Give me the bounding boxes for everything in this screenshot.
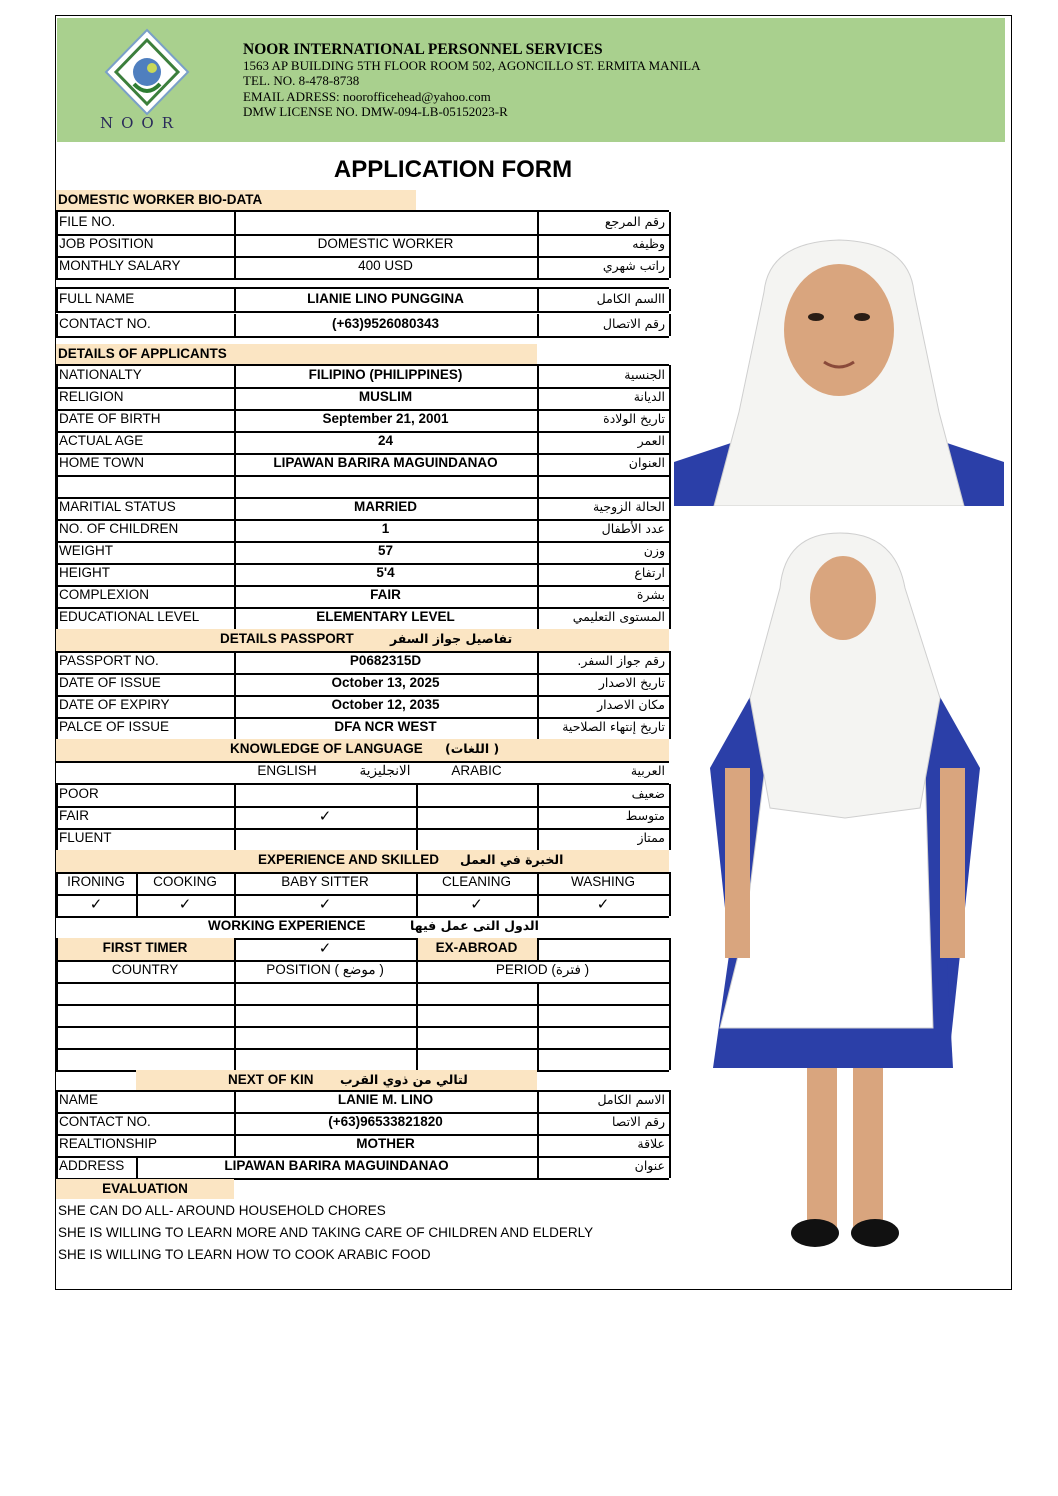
skill-name: WASHING xyxy=(571,874,635,889)
grid-line xyxy=(56,872,58,894)
row-value xyxy=(234,212,537,234)
row-label: COMPLEXION xyxy=(59,587,150,602)
company-email: EMAIL ADRESS: noorofficehead@yahoo.com xyxy=(243,88,491,104)
row-label: MONTHLY SALARY xyxy=(59,258,181,273)
grid-line xyxy=(234,828,236,850)
row-label: NATIONALTY xyxy=(59,367,142,382)
row-value: FAIR xyxy=(370,587,401,602)
grid-line xyxy=(537,938,539,960)
grid-line xyxy=(234,234,236,256)
grid-line xyxy=(537,289,539,311)
grid-line xyxy=(234,1048,236,1070)
grid-line xyxy=(136,894,138,916)
grid-line xyxy=(669,497,671,519)
grid-line xyxy=(669,234,671,256)
grid-line xyxy=(416,806,418,828)
grid-line xyxy=(669,784,671,806)
row-label-arabic: االسم الكامل xyxy=(596,291,665,306)
grid-line xyxy=(56,519,58,541)
row-value: 1 xyxy=(381,521,390,536)
grid-line xyxy=(234,695,236,717)
row-label-arabic: الاسم الكامل xyxy=(597,1092,665,1107)
row-value: DOMESTIC WORKER xyxy=(317,236,454,251)
grid-line xyxy=(136,872,138,894)
row-label-arabic: تاريخ الاصدار xyxy=(598,675,665,690)
grid-line xyxy=(234,541,236,563)
grid-line xyxy=(416,1026,418,1048)
grid-line xyxy=(234,1090,236,1112)
row-value: (+63)96533821820 xyxy=(328,1114,443,1129)
grid-line xyxy=(537,1156,539,1178)
grid-line xyxy=(56,982,58,1004)
section-passport-arabic: تفاصيل جواز السفر xyxy=(390,631,513,646)
grid-line xyxy=(669,607,671,629)
first-timer-label: FIRST TIMER xyxy=(102,940,188,955)
logo-wordmark: NOOR xyxy=(100,114,182,132)
skill-name: CLEANING xyxy=(441,874,512,889)
grid-line xyxy=(416,784,418,806)
row-label-arabic: وظيفه xyxy=(632,236,665,251)
grid-line xyxy=(537,314,539,336)
row-value: 24 xyxy=(377,433,394,448)
grid-line xyxy=(537,828,539,850)
evaluation-line: SHE IS WILLING TO LEARN HOW TO COOK ARABIC FOOD xyxy=(58,1247,431,1262)
grid-line xyxy=(56,311,669,313)
grid-line xyxy=(234,212,236,234)
row-label-arabic: عدد الأطفال xyxy=(601,521,665,536)
grid-line xyxy=(56,651,58,673)
language-english-arabic-header: الانجليزية xyxy=(359,763,411,778)
grid-line xyxy=(669,872,671,894)
grid-line xyxy=(56,673,58,695)
skill-name: COOKING xyxy=(153,874,217,889)
grid-line xyxy=(669,453,671,475)
grid-line xyxy=(669,806,671,828)
grid-line xyxy=(234,497,236,519)
grid-line xyxy=(56,1004,58,1026)
row-label-arabic: مكان الاصدار xyxy=(597,697,665,712)
grid-line xyxy=(669,519,671,541)
row-label: NAME xyxy=(59,1092,99,1107)
grid-line xyxy=(416,894,418,916)
grid-line xyxy=(669,585,671,607)
language-level-label: FAIR xyxy=(59,808,90,823)
grid-line xyxy=(234,938,236,960)
grid-line xyxy=(537,607,539,629)
row-label-arabic: تاريخ الولادة xyxy=(603,411,665,426)
row-label: WEIGHT xyxy=(59,543,113,558)
grid-line xyxy=(416,872,418,894)
row-value: September 21, 2001 xyxy=(322,411,449,426)
grid-line xyxy=(234,806,236,828)
row-label-arabic: وزن xyxy=(643,543,665,558)
row-label-arabic: المستوى التعليمي xyxy=(572,609,665,624)
grid-line xyxy=(234,651,236,673)
grid-line xyxy=(537,784,539,806)
row-label-arabic: رقم المرجع xyxy=(604,214,665,229)
section-kin: NEXT OF KIN xyxy=(228,1072,314,1087)
skill-check: ✓ xyxy=(470,895,483,913)
grid-line xyxy=(56,982,669,984)
grid-line xyxy=(669,960,671,982)
grid-line xyxy=(234,960,236,982)
row-label-arabic: رقم جواز السفر. xyxy=(577,653,665,668)
skill-check: ✓ xyxy=(318,895,332,913)
grid-line xyxy=(669,1112,671,1134)
row-value: 400 USD xyxy=(358,258,413,273)
grid-line xyxy=(537,651,539,673)
row-value: LIANIE LINO PUNGGINA xyxy=(307,291,464,306)
skill-check: ✓ xyxy=(178,895,192,913)
company-tel: TEL. NO. 8-478-8738 xyxy=(243,73,360,88)
grid-line xyxy=(669,982,671,1004)
section-experience-arabic: الخبرة في العمل xyxy=(460,852,564,867)
grid-line xyxy=(56,1112,58,1134)
skill-check: ✓ xyxy=(89,895,103,913)
grid-line xyxy=(56,234,58,256)
grid-line xyxy=(234,717,236,739)
row-label-arabic: ارتفاع xyxy=(634,565,665,580)
company-address: 1563 AP BUILDING 5TH FLOOR ROOM 502, AGONCILLO ST. ERMITA MANILA xyxy=(243,57,701,73)
grid-line xyxy=(537,212,539,234)
grid-line xyxy=(669,1156,671,1178)
grid-line xyxy=(669,212,671,234)
section-band xyxy=(56,629,669,651)
language-level-arabic: ممتاز xyxy=(637,830,665,845)
grid-line xyxy=(537,541,539,563)
grid-line xyxy=(537,717,539,739)
grid-line xyxy=(416,1048,418,1070)
row-label-arabic: راتب شهري xyxy=(602,258,665,273)
row-label: PALCE OF ISSUE xyxy=(59,719,170,734)
grid-line xyxy=(234,289,236,311)
grid-line xyxy=(669,894,671,916)
row-value xyxy=(234,475,537,497)
row-label: CONTACT NO. xyxy=(59,1114,151,1129)
row-label: MARITIAL STATUS xyxy=(59,499,176,514)
grid-line xyxy=(56,806,58,828)
grid-line xyxy=(669,1026,671,1048)
row-label: HOME TOWN xyxy=(59,455,145,470)
row-label: HEIGHT xyxy=(59,565,111,580)
grid-line xyxy=(669,563,671,585)
grid-line xyxy=(537,673,539,695)
row-label: CONTACT NO. xyxy=(59,316,151,331)
grid-line xyxy=(234,1112,236,1134)
company-info xyxy=(243,42,701,120)
grid-line xyxy=(56,387,58,409)
grid-line xyxy=(537,585,539,607)
grid-line xyxy=(669,717,671,739)
grid-line xyxy=(669,289,671,311)
grid-line xyxy=(669,938,671,960)
grid-line xyxy=(56,409,58,431)
row-label: DATE OF BIRTH xyxy=(59,411,161,426)
grid-line xyxy=(416,960,418,982)
row-value: LIPAWAN BARIRA MAGUINDANAO xyxy=(273,455,498,470)
grid-line xyxy=(56,365,58,387)
grid-line xyxy=(537,409,539,431)
row-label: ACTUAL AGE xyxy=(59,433,144,448)
section-language: KNOWLEDGE OF LANGUAGE xyxy=(230,741,423,756)
row-value: 57 xyxy=(377,543,394,558)
grid-line xyxy=(537,365,539,387)
section-experience: EXPERIENCE AND SKILLED xyxy=(258,852,440,867)
grid-line xyxy=(537,806,539,828)
row-label-arabic: رقم الاتصا xyxy=(611,1114,665,1129)
page-title: APPLICATION FORM xyxy=(333,156,573,183)
row-label-arabic xyxy=(537,475,669,497)
grid-line xyxy=(537,234,539,256)
grid-line xyxy=(669,409,671,431)
section-evaluation: EVALUATION xyxy=(102,1181,188,1196)
grid-line xyxy=(537,1112,539,1134)
grid-line xyxy=(56,1048,58,1070)
grid-line xyxy=(56,607,58,629)
grid-line xyxy=(234,453,236,475)
grid-line xyxy=(537,475,539,497)
row-label: FILE NO. xyxy=(59,214,116,229)
section-details: DETAILS OF APPLICANTS xyxy=(58,346,227,361)
row-label-arabic: العمر xyxy=(637,433,665,448)
grid-line xyxy=(234,872,236,894)
evaluation-line: SHE IS WILLING TO LEARN MORE AND TAKING CARE OF CHILDREN AND ELDERLY xyxy=(58,1225,594,1240)
grid-line xyxy=(669,1090,671,1112)
grid-line xyxy=(537,519,539,541)
section-passport: DETAILS PASSPORT xyxy=(220,631,354,646)
language-arabic-header: ARABIC xyxy=(451,763,502,778)
row-value: October 13, 2025 xyxy=(331,675,440,690)
grid-line xyxy=(416,982,418,1004)
grid-line xyxy=(537,256,539,278)
grid-line xyxy=(56,431,58,453)
grid-line xyxy=(234,673,236,695)
company-name: NOOR INTERNATIONAL PERSONNEL SERVICES xyxy=(243,41,603,58)
grid-line xyxy=(56,497,58,519)
row-label-arabic: تاريخ إنتهاء الصلاحية xyxy=(562,719,665,734)
row-label: PASSPORT NO. xyxy=(59,653,159,668)
grid-line xyxy=(537,497,539,519)
grid-line xyxy=(537,1134,539,1156)
grid-line xyxy=(56,1090,58,1112)
grid-line xyxy=(669,365,671,387)
row-value: 5'4 xyxy=(376,565,395,580)
row-value: LANIE M. LINO xyxy=(337,1092,434,1107)
grid-line xyxy=(56,828,58,850)
grid-line xyxy=(234,1004,236,1026)
section-working-arabic: الدول التى عمل فيها xyxy=(410,918,539,933)
language-level-label: FLUENT xyxy=(59,830,112,845)
work-position-header: POSITION ( موضع ) xyxy=(266,962,384,977)
grid-line xyxy=(56,717,58,739)
language-level-arabic: متوسط xyxy=(625,808,665,823)
grid-line xyxy=(669,387,671,409)
grid-line xyxy=(537,872,539,894)
grid-line xyxy=(537,1026,539,1048)
work-period-header: PERIOD (فترة ) xyxy=(495,962,590,977)
language-level-label: POOR xyxy=(59,786,99,801)
grid-line xyxy=(56,453,58,475)
grid-line xyxy=(56,336,669,338)
grid-line xyxy=(234,314,236,336)
grid-line xyxy=(56,278,669,280)
grid-line xyxy=(56,256,58,278)
grid-line xyxy=(669,256,671,278)
grid-line xyxy=(56,1134,58,1156)
grid-line xyxy=(234,982,236,1004)
grid-line xyxy=(234,607,236,629)
grid-line xyxy=(669,541,671,563)
applicant-fullbody-photo xyxy=(695,528,995,1258)
grid-line xyxy=(56,894,58,916)
grid-line xyxy=(56,563,58,585)
grid-line xyxy=(56,1026,58,1048)
grid-line xyxy=(234,387,236,409)
grid-line xyxy=(416,828,418,850)
row-label: ADDRESS xyxy=(59,1158,125,1173)
grid-line xyxy=(234,519,236,541)
section-biodata: DOMESTIC WORKER BIO-DATA xyxy=(58,192,263,207)
row-label-arabic: العنوان xyxy=(628,455,665,470)
row-value: (+63)9526080343 xyxy=(332,316,439,331)
language-level-arabic: ضعيف xyxy=(631,786,665,801)
grid-line xyxy=(234,784,236,806)
grid-line xyxy=(537,894,539,916)
grid-line xyxy=(537,453,539,475)
row-value: LIPAWAN BARIRA MAGUINDANAO xyxy=(224,1158,449,1173)
row-label: JOB POSITION xyxy=(59,236,154,251)
grid-line xyxy=(136,1156,138,1178)
evaluation-line: SHE CAN DO ALL- AROUND HOUSEHOLD CHORES xyxy=(58,1203,386,1218)
grid-line xyxy=(56,1048,669,1050)
row-label: RELIGION xyxy=(59,389,124,404)
grid-line xyxy=(537,695,539,717)
grid-line xyxy=(537,563,539,585)
section-language-arabic: ( اللغات) xyxy=(445,741,500,756)
grid-line xyxy=(56,1004,669,1006)
grid-line xyxy=(669,475,671,497)
row-label-arabic: الجنسية xyxy=(624,367,665,382)
skill-check: ✓ xyxy=(596,895,610,913)
grid-line xyxy=(537,431,539,453)
row-value: P0682315D xyxy=(349,653,422,668)
grid-line xyxy=(234,431,236,453)
grid-line xyxy=(56,212,58,234)
language-arabic-arabic-header: العربية xyxy=(630,763,665,778)
grid-line xyxy=(56,938,58,960)
row-value: FILIPINO (PHILIPPINES) xyxy=(308,367,463,382)
row-value: ELEMENTARY LEVEL xyxy=(316,609,455,624)
row-value: MARRIED xyxy=(354,499,417,514)
row-label: DATE OF EXPIRY xyxy=(59,697,170,712)
row-value: MUSLIM xyxy=(358,389,413,404)
row-label-arabic: الديانة xyxy=(633,389,665,404)
grid-line xyxy=(234,365,236,387)
row-label-arabic: رقم الاتصال xyxy=(602,316,665,331)
grid-line xyxy=(56,1156,58,1178)
skill-name: BABY SITTER xyxy=(281,874,369,889)
grid-line xyxy=(56,784,58,806)
grid-line xyxy=(669,314,671,336)
grid-line xyxy=(234,1026,236,1048)
grid-line xyxy=(416,1004,418,1026)
row-label-arabic: بشرة xyxy=(636,587,665,602)
row-value: October 12, 2035 xyxy=(331,697,440,712)
grid-line xyxy=(669,431,671,453)
grid-line xyxy=(537,1090,539,1112)
applicant-headshot-photo xyxy=(674,212,1004,506)
row-label: REALTIONSHIP xyxy=(59,1136,158,1151)
row-label: EDUCATIONAL LEVEL xyxy=(59,609,200,624)
grid-line xyxy=(234,585,236,607)
row-value: MOTHER xyxy=(356,1136,415,1151)
grid-line xyxy=(537,387,539,409)
row-label-arabic: علاقة xyxy=(637,1136,665,1151)
grid-line xyxy=(56,695,58,717)
row-label: DATE OF ISSUE xyxy=(59,675,161,690)
first-timer-check: ✓ xyxy=(318,939,332,957)
section-working: WORKING EXPERIENCE xyxy=(208,918,366,933)
grid-line xyxy=(416,938,418,960)
grid-line xyxy=(669,1004,671,1026)
grid-line xyxy=(669,828,671,850)
row-label-arabic: الحالة الزوجية xyxy=(592,499,665,514)
grid-line xyxy=(669,695,671,717)
grid-line xyxy=(234,563,236,585)
row-label xyxy=(56,475,234,497)
grid-line xyxy=(537,1004,539,1026)
grid-line xyxy=(234,1134,236,1156)
row-label: FULL NAME xyxy=(59,291,135,306)
grid-line xyxy=(56,541,58,563)
grid-line xyxy=(537,982,539,1004)
ex-abroad-label: EX-ABROAD xyxy=(435,940,518,955)
work-country-header: COUNTRY xyxy=(111,962,179,977)
grid-line xyxy=(537,1048,539,1070)
grid-line xyxy=(56,960,58,982)
grid-line xyxy=(669,1134,671,1156)
grid-line xyxy=(234,475,236,497)
grid-line xyxy=(669,1048,671,1070)
grid-line xyxy=(56,314,58,336)
row-label-arabic: عنوان xyxy=(634,1158,665,1173)
section-band xyxy=(136,1070,537,1090)
grid-line xyxy=(669,673,671,695)
language-english-header: ENGLISH xyxy=(257,763,317,778)
row-value: DFA NCR WEST xyxy=(334,719,437,734)
grid-line xyxy=(56,289,58,311)
company-license: DMW LICENSE NO. DMW-094-LB-05152023-R xyxy=(243,104,508,119)
grid-line xyxy=(234,409,236,431)
grid-line xyxy=(234,256,236,278)
grid-line xyxy=(669,651,671,673)
skill-name: IRONING xyxy=(67,874,125,889)
language-english-check: ✓ xyxy=(318,807,332,825)
grid-line xyxy=(56,475,58,497)
grid-line xyxy=(56,585,58,607)
grid-line xyxy=(56,1026,669,1028)
section-kin-arabic: لتالي من ذوي القرب xyxy=(340,1072,468,1087)
row-label: NO. OF CHILDREN xyxy=(59,521,179,536)
grid-line xyxy=(234,894,236,916)
